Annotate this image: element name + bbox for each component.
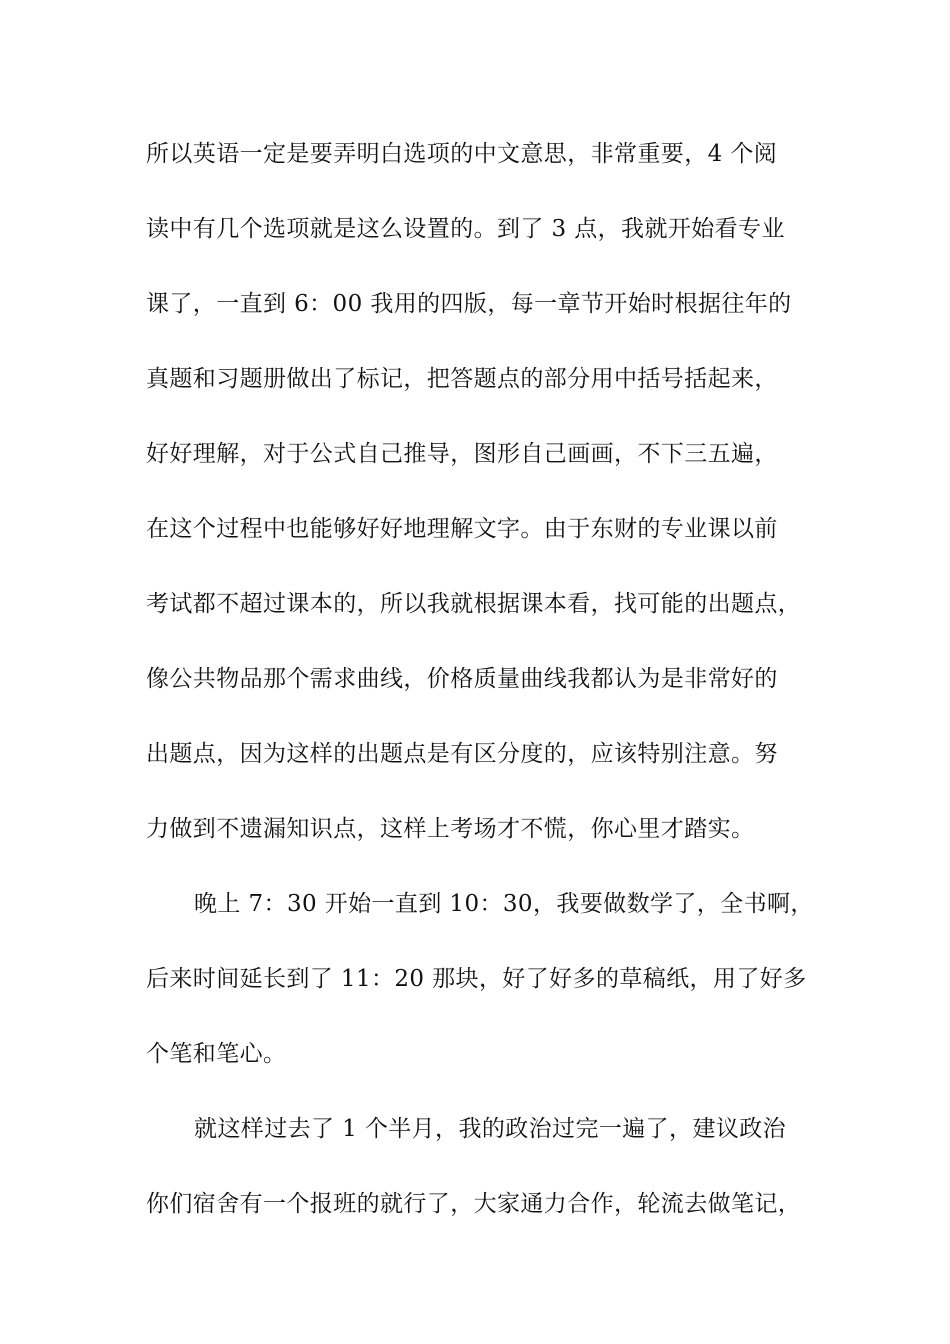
text-line-10: 力做到不遗漏知识点，这样上考场才不慌，你心里才踏实。 [146,816,755,842]
text-line-6: 在这个过程中也能够好好地理解文字。由于东财的专业课以前 [146,516,778,542]
paragraph-start-line: 晚上 7：30 开始一直到 10：30，我要做数学了，全书啊， [194,891,814,917]
text-line-5: 好好理解，对于公式自己推导，图形自己画画，不下三五遍， [146,441,778,467]
text-line-4: 真题和习题册做出了标记，把答题点的部分用中括号括起来， [146,366,778,392]
paragraph-start-line: 就这样过去了 1 个半月，我的政治过完一遍了，建议政治 [194,1116,787,1142]
text-line-2: 读中有几个选项就是这么设置的。到了 3 点，我就开始看专业 [146,216,785,242]
document-body [146,132,836,1257]
text-line-12: 后来时间延长到了 11：20 那块，好了好多的草稿纸，用了好多 [146,966,807,992]
text-line-1: 所以英语一定是要弄明白选项的中文意思，非常重要，4 个阅 [146,141,778,167]
text-line-3: 课了，一直到 6：00 我用的四版，每一章节开始时根据往年的 [146,291,792,317]
text-line-15: 你们宿舍有一个报班的就行了，大家通力合作，轮流去做笔记， [146,1191,802,1217]
text-line-9: 出题点，因为这样的出题点是有区分度的，应该特别注意。努 [146,741,778,767]
text-line-13: 个笔和笔心。 [146,1041,287,1067]
text-line-8: 像公共物品那个需求曲线，价格质量曲线我都认为是非常好的 [146,666,778,692]
text-line-7: 考试都不超过课本的，所以我就根据课本看，找可能的出题点， [146,591,802,617]
